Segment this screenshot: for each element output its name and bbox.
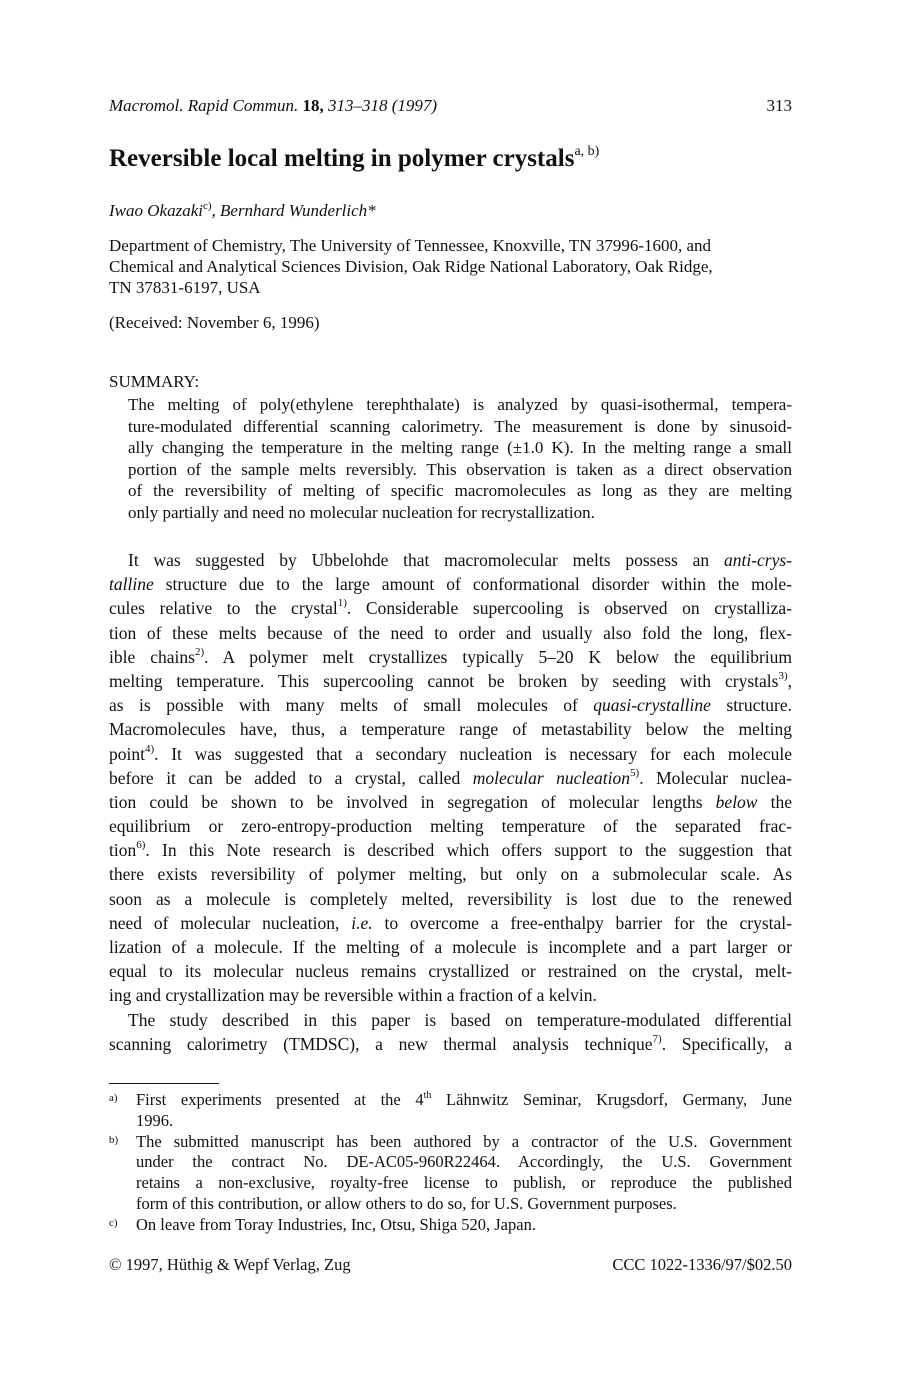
received-date: (Received: November 6, 1996) <box>109 313 320 332</box>
author-name: Iwao Okazaki <box>109 201 203 220</box>
author-list: Iwao Okazaki$^{c)}$, Bernhard Wunderlich* <box>109 200 376 220</box>
footnote-divider <box>109 1083 219 1084</box>
article-title: Reversible local melting in polymer crystals$^{a, b)}$ <box>109 144 600 172</box>
affiliation: Department of Chemistry, The University of Tennessee, Knoxville, TN 37996-1600, and Chemical and Analytical Sciences Division, Oak Ridge National Laboratory, Oak Ridge, TN 37831-6197, USA <box>109 236 713 297</box>
footnotes <box>109 1090 792 1236</box>
footnote-a: a) First experiments presented at the 4th Lähnwitz Seminar, Krugsdorf, Germany, June 1996. <box>109 1090 792 1130</box>
reference-mark: 7) <box>652 1032 662 1045</box>
footnote-c: c) On leave from Toray Industries, Inc, Otsu, Shiga 520, Japan. <box>109 1214 536 1234</box>
journal-citation: Macromol. Rapid Commun. 18, 313–318 (1997) <box>109 96 438 115</box>
reference-mark: 1) <box>337 597 347 610</box>
page-footer <box>109 1255 792 1277</box>
summary-heading: SUMMARY: <box>109 372 200 391</box>
reference-mark: 2) <box>194 645 205 658</box>
paragraph: It was suggested by Ubbelohde that macromolecular melts possess an anti-crys- talline structure due to the large amount of conformational disorder within the mole- cules relative to the crystal$^{1)}$. Considerable supercooling is observed on crystalliza- tion of these melts because of the need to order and usually also fold the long, flex- ible chains$^{2)}$. A polymer melt crystallizes typically 5–20 K below the equilibrium melting temperature. This supercooling cannot be broken by seeding with crystals$^{3)}$, as is possible with many melts of small molecules of quasi-crystalline structure. Macromolecules have, thus, a temperature range of metastability below the melting point$^{4)}$. It was suggested that a secondary nucleation is necessary for each molecule before it can be added to a crystal, called molecular nucleation$^{5)}$. Molecular nuclea- tion could be shown to be involved in segregation of molecular lengths below the equilibrium or zero-entropy-production melting temperature of the separated frac- tion$^{6)}$. In this Note research is described which offers support to the suggestion that there exists reversibility of polymer melting, but only on a submolecular scale. As soon as a molecule is completely melted, reversibility is lost due to the renewed need of molecular nucleation, i.e. to overcome a free-enthalpy barrier for the crystal- lization of a molecule. If the melting of a molecule is incomplete and a part larger or equal to its molecular nucleus remains crystallized or restrained on the crystal, melt- ing and crystallization may be reversible within a fraction of a kelvin. <box>109 550 793 1006</box>
summary-text: The melting of poly(ethylene terephthalate) is analyzed by quasi-isothermal, tempera- ture-modulated differential scanning calorimetry. The measurement is done by sinusoid- ally changing the temperature in the melting range (±1.0 K). In the melting range a small portion of the sample melts reversibly. This observation is taken as a direct observation of the reversibility of melting of specific macromolecules as long as they are melting only partially and need no molecular nucleation for recrystallization. <box>128 395 792 522</box>
reference-mark: 5) <box>630 766 640 779</box>
author-name: Bernhard Wunderlich* <box>220 201 376 220</box>
title-footnote-marks: a, b) <box>574 144 600 159</box>
ccc-code: CCC 1022-1336/97/$02.50 <box>612 1255 792 1274</box>
reference-mark: 3) <box>778 669 788 682</box>
paragraph: The study described in this paper is based on temperature-modulated differential scanning calorimetry (TMDSC), a new thermal analysis technique$^{7)}$. Specifically, a <box>109 1009 792 1054</box>
reference-mark: 4) <box>144 742 155 755</box>
running-header <box>109 96 792 120</box>
footnote-b: b) The submitted manuscript has been authored by a contractor of the U.S. Government under the contract No. DE-AC05-960R22464. Accordingly, the U.S. Government retains a non-exclusive, royalty-free license to publish, or reproduce the published form of this contribution, or allow others to do so, for U.S. Government purposes. <box>109 1131 792 1213</box>
copyright-notice: © 1997, Hüthig & Wepf Verlag, Zug <box>109 1255 351 1274</box>
page-number: 313 <box>766 96 792 115</box>
body-text <box>109 548 792 1056</box>
reference-mark: 6) <box>136 839 146 852</box>
